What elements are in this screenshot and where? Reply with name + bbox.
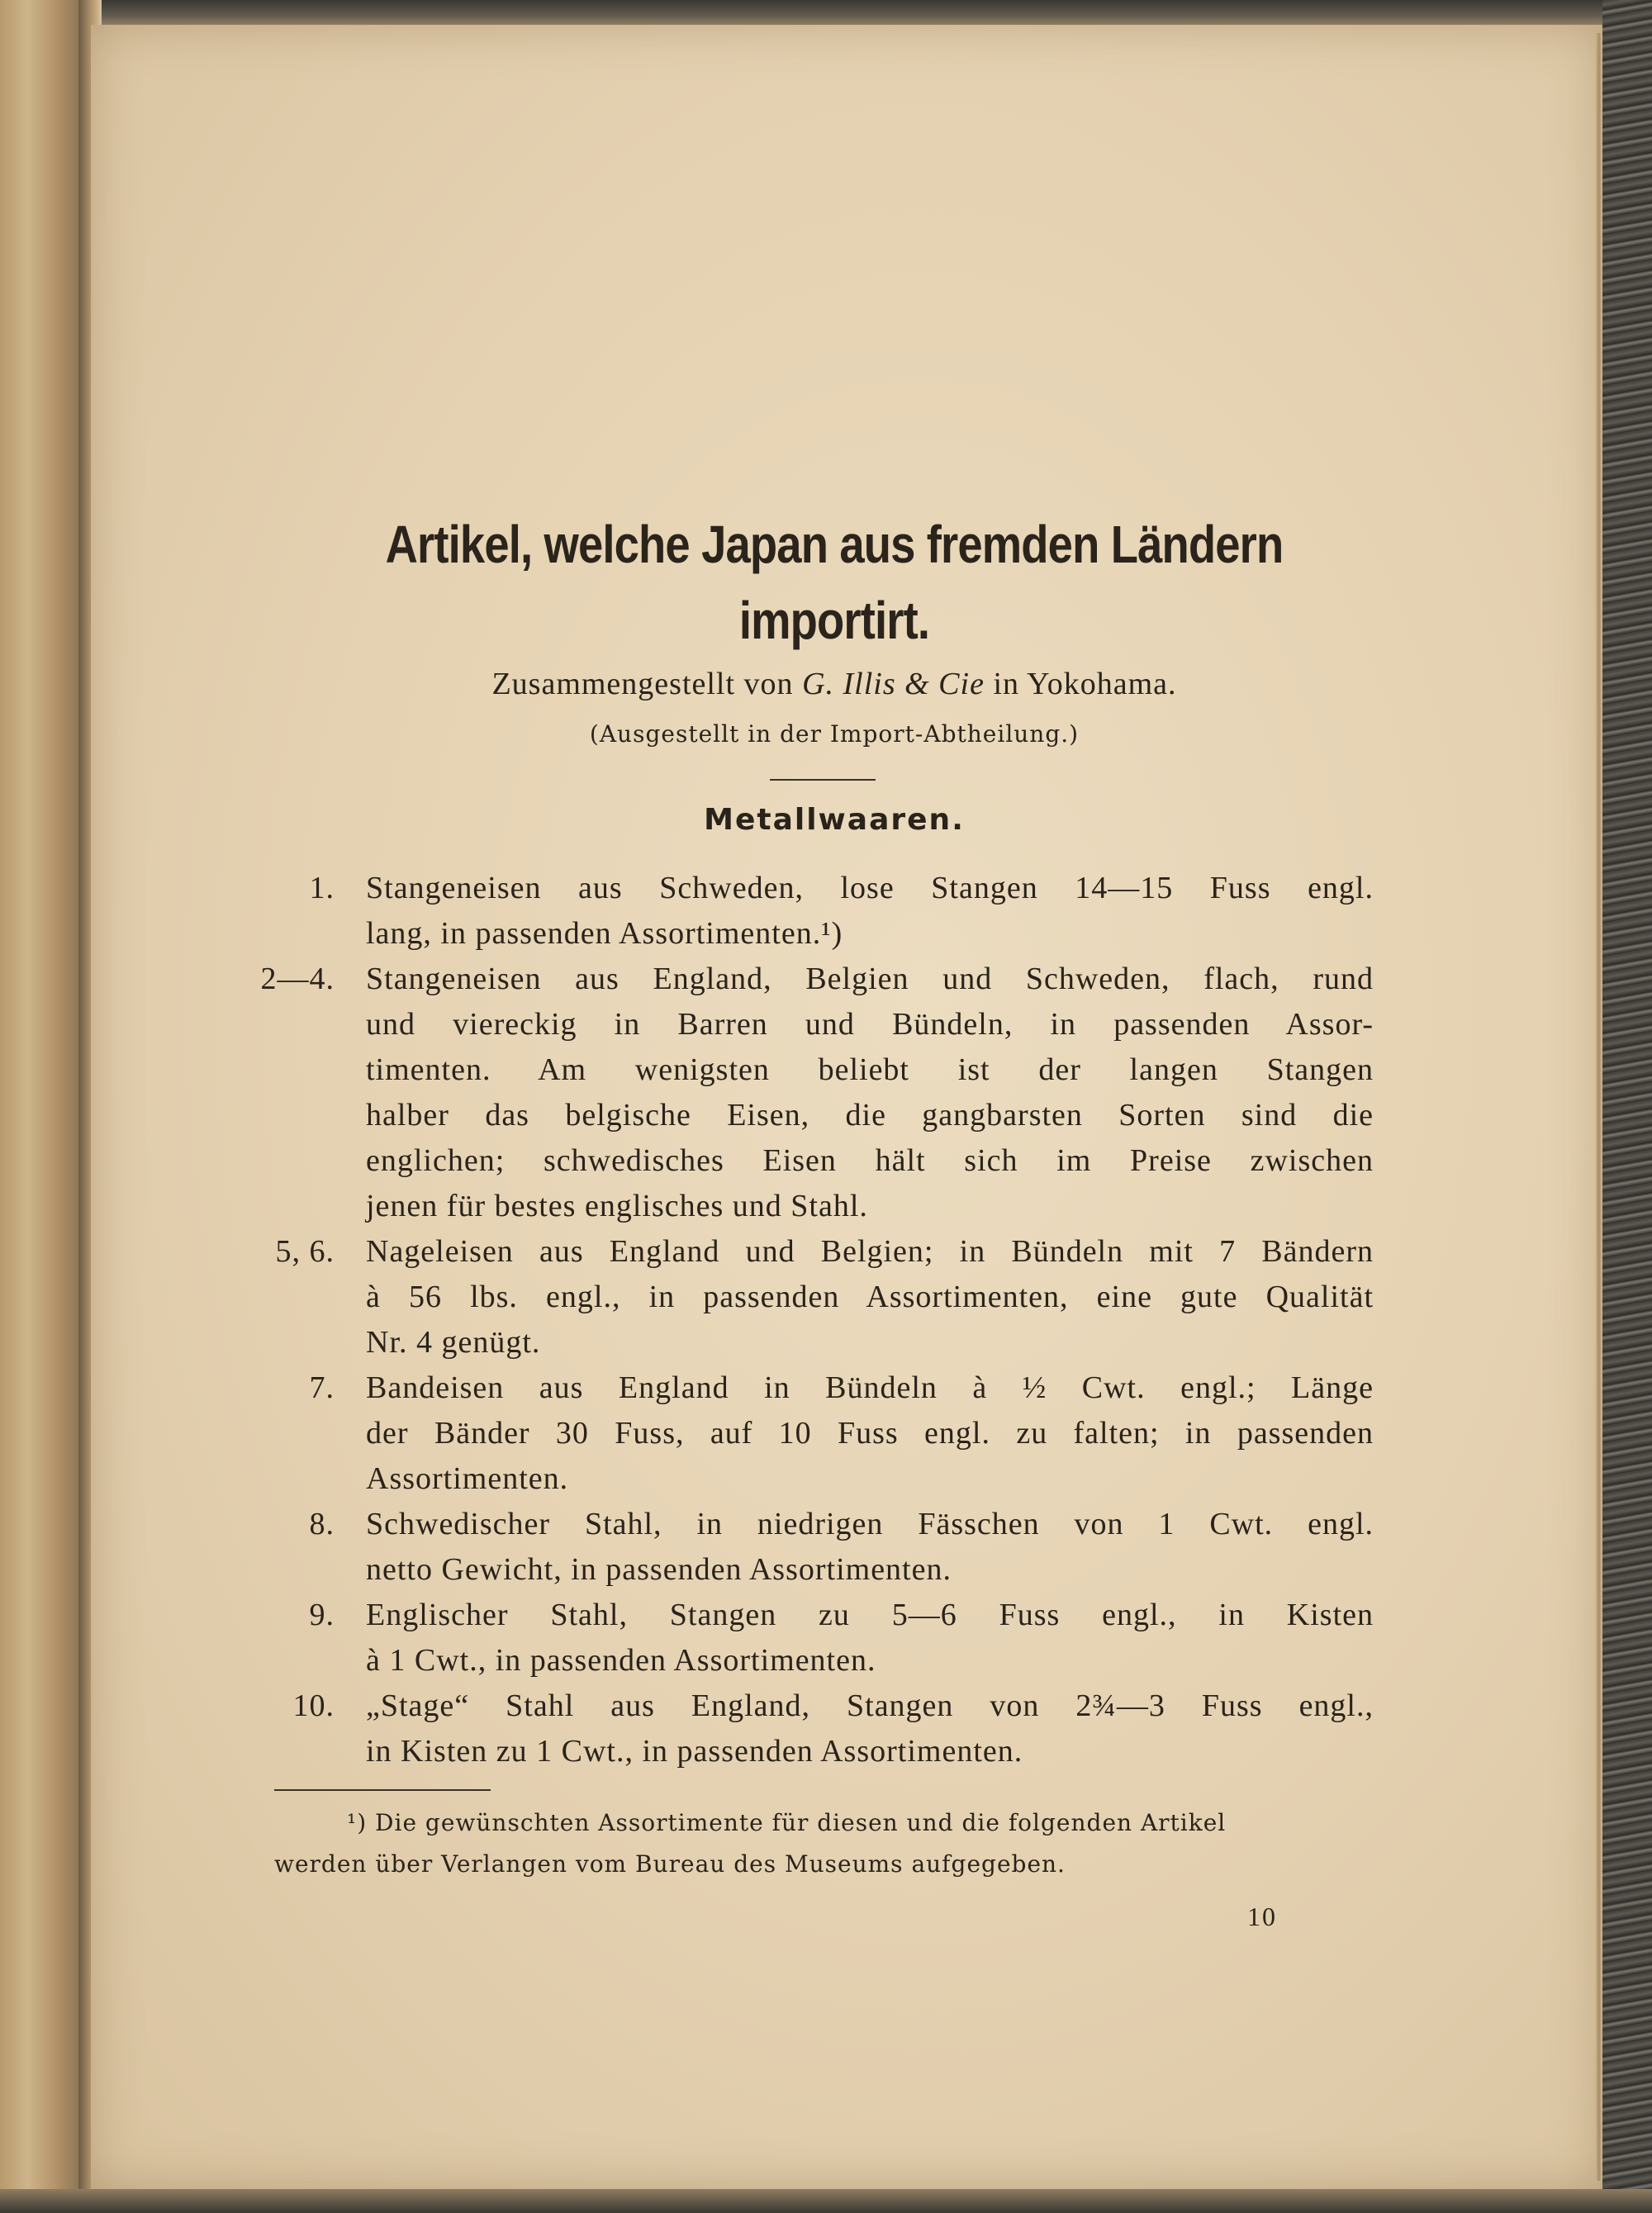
entry-number: 5, 6.	[275, 1234, 335, 1269]
page-number: 10	[1247, 1902, 1277, 1931]
entry-number: 7.	[309, 1370, 335, 1405]
footnote-line-2: werden über Verlangen vom Bureau des Museums aufgegeben.	[274, 1850, 1066, 1878]
entry-line: timenten. Am wenigsten beliebt ist der langen Stangen	[366, 1052, 1374, 1087]
entry-line: netto Gewicht, in passenden Assortimenten.	[366, 1552, 952, 1587]
entry-line: Nageleisen aus England und Belgien; in Bündeln mit 7 Bändern	[366, 1234, 1374, 1269]
exhibited-note: (Ausgestellt in der Import-Abtheilung.)	[589, 720, 1080, 748]
title-divider	[770, 779, 876, 781]
entry-number: 2—4.	[260, 962, 335, 996]
book-bottom-edge	[0, 2189, 1652, 2213]
entry-line: à 56 lbs. engl., in passenden Assortimenten, eine gute Qualität	[366, 1280, 1374, 1314]
page-title-line-1: Artikel, welche Japan aus fremden Ländern	[385, 515, 1284, 574]
entry-number: 1.	[309, 871, 335, 905]
entry-line: lang, in passenden Assortimenten.¹)	[366, 916, 843, 951]
book-cover-edge	[1602, 0, 1652, 2213]
footnote-divider	[274, 1789, 491, 1791]
page-title-line-2: importirt.	[738, 591, 930, 650]
compiled-by-suffix: in Yokohama.	[993, 667, 1177, 701]
entry-line: à 1 Cwt., in passenden Assortimenten.	[366, 1643, 876, 1678]
book-top-edge	[0, 0, 1652, 25]
entry-line: „Stage“ Stahl aus England, Stangen von 2¾—3 Fuss engl.,	[366, 1688, 1374, 1723]
entry-number: 8.	[309, 1507, 335, 1541]
entry-line: Stangeneisen aus Schweden, lose Stangen 14—15 Fuss engl.	[366, 871, 1374, 905]
section-heading: Metallwaaren.	[704, 803, 965, 837]
entry-line: halber das belgische Eisen, die gangbarsten Sorten sind die	[366, 1098, 1374, 1133]
entry-line: Stangeneisen aus England, Belgien und Schweden, flach, rund	[366, 962, 1374, 996]
entry-line: Schwedischer Stahl, in niedrigen Fässchen von 1 Cwt. engl.	[366, 1507, 1374, 1541]
entry-line: Englischer Stahl, Stangen zu 5—6 Fuss engl., in Kisten	[366, 1598, 1374, 1632]
entry-line: jenen für bestes englisches und Stahl.	[366, 1189, 868, 1223]
book-spine-edge	[0, 0, 78, 2213]
footnote-line-1: ¹) Die gewünschten Assortimente für diesen und die folgenden Artikel	[347, 1809, 1227, 1836]
entry-number: 10.	[292, 1688, 335, 1723]
compiled-by-prefix: Zusammengestellt von	[491, 667, 794, 701]
entry-line: Nr. 4 genügt.	[366, 1325, 541, 1360]
entry-line: und viereckig in Barren und Bündeln, in passenden Assor-	[366, 1007, 1374, 1042]
company-name: G. Illis & Cie	[802, 667, 985, 701]
compiled-by	[297, 666, 1371, 702]
entry-line: in Kisten zu 1 Cwt., in passenden Assortimenten.	[366, 1734, 1023, 1769]
entry-line: der Bänder 30 Fuss, auf 10 Fuss engl. zu falten; in passenden	[366, 1416, 1374, 1451]
entry-line: Assortimenten.	[366, 1461, 569, 1496]
entry-line: Bandeisen aus England in Bündeln à ½ Cwt. engl.; Länge	[366, 1370, 1374, 1405]
entry-number: 9.	[309, 1598, 335, 1632]
entry-line: englichen; schwedisches Eisen hält sich im Preise zwischen	[366, 1143, 1374, 1178]
